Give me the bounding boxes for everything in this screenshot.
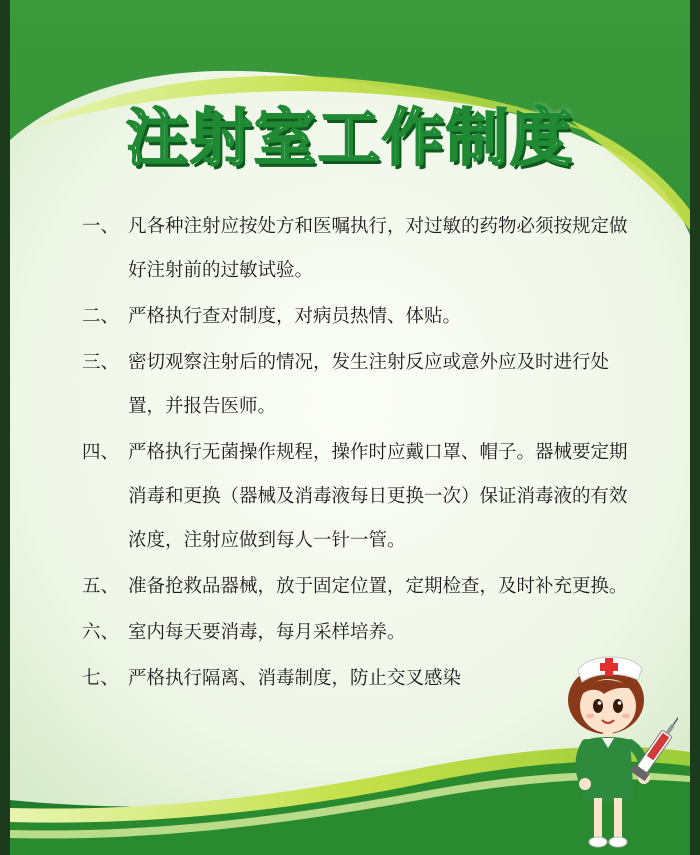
rule-number: 七、 [82, 668, 120, 689]
rule-text: 严格执行查对制度，对病员热情、体贴。 [128, 306, 462, 327]
rule-item [82, 565, 642, 609]
rule-number: 五、 [82, 576, 120, 597]
poster-title: 注射室工作制度 [125, 101, 574, 174]
rule-number: 六、 [82, 622, 120, 643]
rule-number: 一、 [82, 216, 120, 237]
rule-item [82, 431, 642, 563]
rule-item [82, 295, 642, 339]
rule-number: 二、 [82, 306, 120, 327]
rules-list [82, 205, 642, 703]
rule-text: 室内每天要消毒，每月采样培养。 [128, 622, 406, 643]
rule-number: 四、 [82, 442, 120, 463]
rule-number: 三、 [82, 352, 120, 373]
rule-text: 凡各种注射应按处方和医嘱执行，对过敏的药物必须按规定做好注射前的过敏试验。 [128, 216, 628, 281]
rule-item [82, 341, 642, 429]
poster [10, 0, 690, 855]
rule-item [82, 205, 642, 293]
rule-text: 密切观察注射后的情况，发生注射反应或意外应及时进行处置，并报告医师。 [128, 352, 610, 417]
rule-text: 严格执行隔离、消毒制度，防止交叉感染 [128, 668, 462, 689]
nurse-illustration [558, 648, 678, 853]
rule-text: 准备抢救品器械，放于固定位置，定期检查，及时补充更换。 [128, 576, 628, 597]
rule-text: 严格执行无菌操作规程，操作时应戴口罩、帽子。器械要定期消毒和更换（器械及消毒液每日更换一次）保证消毒液的有效浓度，注射应做到每人一针一管。 [128, 442, 628, 551]
